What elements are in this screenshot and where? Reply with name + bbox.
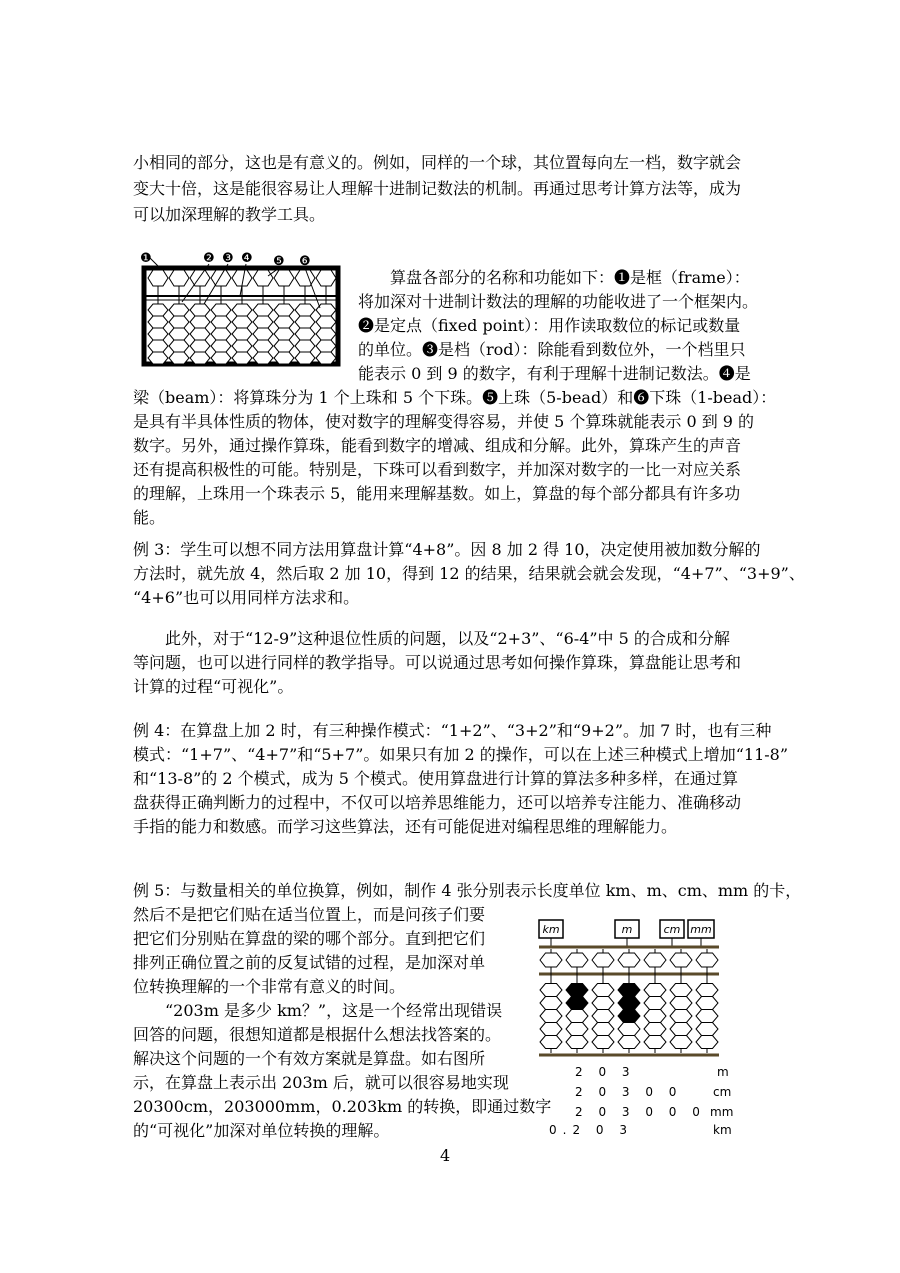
lower-bead [696,997,718,1010]
lower-bead [670,984,692,997]
lower-bead [566,1036,588,1049]
upper-bead [696,953,718,967]
marker-5: ❺ [273,254,285,269]
lower-bead [592,997,614,1010]
marker-1: ❶ [140,251,152,266]
text-line: 此外，对于“12-9”这种退位性质的问题，以及“2+3”、“6-4”中 5 的合成和分解 [133,629,730,648]
lower-bead [540,1036,562,1049]
marker-3: ❸ [222,251,234,266]
lower-bead [274,316,294,328]
text-line: 的单位。❸是档（rod）：除能看到数位外，一个档里只 [358,340,746,359]
lower-bead [295,304,315,316]
lower-bead [169,304,189,316]
marker-2: ❷ [203,251,215,266]
text-line: 等问题，也可以进行同样的教学指导。可以说通过思考如何操作算珠，算盘能让思考和 [133,653,742,672]
lower-bead [316,352,336,364]
text-line: 变大十倍，这是能很容易让人理解十进制记数法的机制。再通过思考计算方法等，成为 [133,179,742,198]
lower-bead [670,1023,692,1036]
lower-bead [190,316,210,328]
lower-bead [190,340,210,352]
text-line: 位转换理解的一个非常有意义的时间。 [133,977,406,996]
text-line: 例 4：在算盘上加 2 时，有三种操作模式：“1+2”、“3+2”和“9+2”。加 7 时，也有三种 [133,721,772,740]
lower-bead-active [566,997,588,1010]
text-line: “203m 是多少 km？”，这是一个经常出现错误 [133,1001,503,1020]
marker-6: ❻ [299,254,311,269]
text-line: 梁（beam）：将算珠分为 1 个上珠和 5 个下珠。❺上珠（5-bead）和❻下珠（1-bead）： [133,388,777,407]
lower-bead [618,1023,640,1036]
text-line: 计算的过程“可视化”。 [133,677,294,696]
text-line: 解决这个问题的一个有效方案就是算盘。如右图所 [133,1049,486,1068]
page-number: 4 [440,1146,451,1165]
upper-bead [618,953,640,967]
text-line: 手指的能力和数感。而学习这些算法，还有可能促进对编程思维的理解能力。 [133,817,678,836]
upper-bead [211,270,231,286]
text-line: ❷是定点（fixed point）：用作读取数位的标记或数量 [358,316,741,335]
lower-bead [644,997,666,1010]
text-line: 数字。另外，通过操作算珠，能看到数字的增减、组成和分解。此外，算珠产生的声音 [133,436,742,455]
lower-bead [644,984,666,997]
text-line: 是具有半具体性质的物体，使对数字的理解变得容易，并使 5 个算珠就能表示 0 到 9 的 [133,412,755,431]
digits-km: 0.2 0 3 [549,1123,633,1136]
lower-bead [148,328,168,340]
text-line: 可以加深理解的教学工具。 [133,205,326,224]
upper-bead [540,953,562,967]
lower-bead [566,1010,588,1023]
lower-bead [211,328,231,340]
unit-conversion-abacus [535,916,745,1136]
text-line: 能表示 0 到 9 的数字，有利于理解十进制记数法。❹是 [358,364,751,383]
lower-bead [190,328,210,340]
marker-4: ❹ [241,251,253,266]
lower-bead [148,316,168,328]
upper-bead [295,270,315,286]
text-line: 将加深对十进制计数法的理解的功能收进了一个框架内。 [358,292,759,311]
lower-bead [644,1023,666,1036]
card-m-label: m [621,923,633,936]
lower-bead [696,1036,718,1049]
text-line: 小相同的部分，这也是有意义的。例如，同样的一个球，其位置每向左一档，数字就会 [133,153,742,172]
lower-bead [211,352,231,364]
lower-bead [295,316,315,328]
text-line: 盘获得正确判断力的过程中，不仅可以培养思维能力，还可以培养专注能力、准确移动 [133,793,742,812]
lower-bead [566,1023,588,1036]
unit-cm: cm [713,1085,732,1099]
lower-bead [670,1010,692,1023]
lower-bead [211,304,231,316]
lower-bead [316,328,336,340]
lower-bead [540,984,562,997]
lower-bead [295,352,315,364]
text-line: 20300cm，203000mm，0.203km 的转换，即通过数字 [133,1097,552,1116]
lower-bead-active [618,1010,640,1023]
lower-bead [190,352,210,364]
lower-bead [253,304,273,316]
text-line: 和“13-8”的 2 个模式，成为 5 个模式。使用算盘进行计算的算法多种多样，在通过算 [133,769,739,788]
lower-bead [295,328,315,340]
lower-bead [169,328,189,340]
text-line: 的“可视化”加深对单位转换的理解。 [133,1121,390,1140]
lower-bead [148,340,168,352]
text-line: 回答的问题，很想知道都是根据什么想法找答案的。 [133,1025,502,1044]
lower-bead [592,1023,614,1036]
lower-bead [592,1010,614,1023]
upper-bead [670,953,692,967]
upper-bead [169,270,189,286]
text-line: 模式：“1+7”、“4+7”和“5+7”。如果只有加 2 的操作，可以在上述三种模式上增加“11-8” [133,745,789,764]
lower-bead [696,1023,718,1036]
lower-bead [696,984,718,997]
lower-bead [253,340,273,352]
lower-bead [169,316,189,328]
lower-bead [592,1036,614,1049]
unit-mm: mm [710,1105,734,1119]
lower-bead [253,316,273,328]
lower-bead-active [618,997,640,1010]
lower-bead [540,1010,562,1023]
lower-bead [316,340,336,352]
lower-bead [540,1023,562,1036]
lower-bead [169,340,189,352]
conversion-table [549,1065,733,1136]
lower-bead [148,304,168,316]
unit-m: m [717,1065,729,1079]
text-line: 排列正确位置之前的反复试错的过程，是加深对单 [133,953,486,972]
lower-bead [295,340,315,352]
lower-bead [274,304,294,316]
abacus-parts-diagram [140,248,348,370]
digits-cm: 2 0 3 0 0 [575,1085,683,1099]
lower-bead [540,997,562,1010]
lower-bead [232,316,252,328]
upper-bead [253,270,273,286]
text-line: 方法时，就先放 4，然后取 2 加 10，得到 12 的结果，结果就会就会发现，“4+7”、“3+9”、 [133,564,805,583]
lower-bead [169,352,189,364]
lower-bead [211,316,231,328]
upper-bead [190,270,210,286]
upper-bead [316,270,336,286]
text-line: 把它们分别贴在算盘的梁的哪个部分。直到把它们 [133,929,486,948]
lower-bead [253,328,273,340]
unit-km: km [713,1123,732,1136]
upper-bead [148,270,168,286]
lower-bead [190,304,210,316]
lower-bead [644,1036,666,1049]
digits-m: 2 0 3 [575,1065,636,1079]
text-line: “4+6”也可以用同样方法求和。 [133,588,360,607]
card-cm-label: cm [663,923,681,936]
upper-bead [274,270,294,286]
upper-bead [592,953,614,967]
lower-bead-active [566,984,588,997]
lower-bead [148,352,168,364]
text-line: 然后不是把它们贴在适当位置上，而是问孩子们要 [133,905,486,924]
text-line: 算盘各部分的名称和功能如下：❶是框（frame）： [358,268,750,287]
lower-bead [274,340,294,352]
upper-bead [566,953,588,967]
lower-bead [696,1010,718,1023]
lower-bead [253,352,273,364]
card-km-label: km [542,923,560,936]
lower-bead [670,1036,692,1049]
text-line: 例 3：学生可以想不同方法用算盘计算“4+8”。因 8 加 2 得 10，决定使用被加数分解的 [133,540,761,559]
lower-bead [211,340,231,352]
lower-bead [232,352,252,364]
text-line: 还有提高积极性的可能。特别是，下珠可以看到数字，并加深对数字的一比一对应关系 [133,460,742,479]
lower-bead [232,340,252,352]
card-mm-label: mm [690,923,712,936]
lower-bead [592,984,614,997]
lower-bead [670,997,692,1010]
lower-bead [274,352,294,364]
upper-bead [644,953,666,967]
lower-bead [316,316,336,328]
text-line: 能。 [133,508,166,527]
lower-bead [644,1010,666,1023]
lower-bead-active [618,984,640,997]
text-line: 示，在算盘上表示出 203m 后，就可以很容易地实现 [133,1073,509,1092]
text-line: 的理解，上珠用一个珠表示 5，能用来理解基数。如上，算盘的每个部分都具有许多功 [133,484,741,503]
lower-bead [232,328,252,340]
lower-bead [618,1036,640,1049]
text-line: 例 5：与数量相关的单位换算，例如，制作 4 张分别表示长度单位 km、m、cm、mm 的卡， [133,881,802,900]
lower-bead [274,328,294,340]
lower-bead [232,304,252,316]
digits-mm: 2 0 3 0 0 0 [575,1105,706,1119]
